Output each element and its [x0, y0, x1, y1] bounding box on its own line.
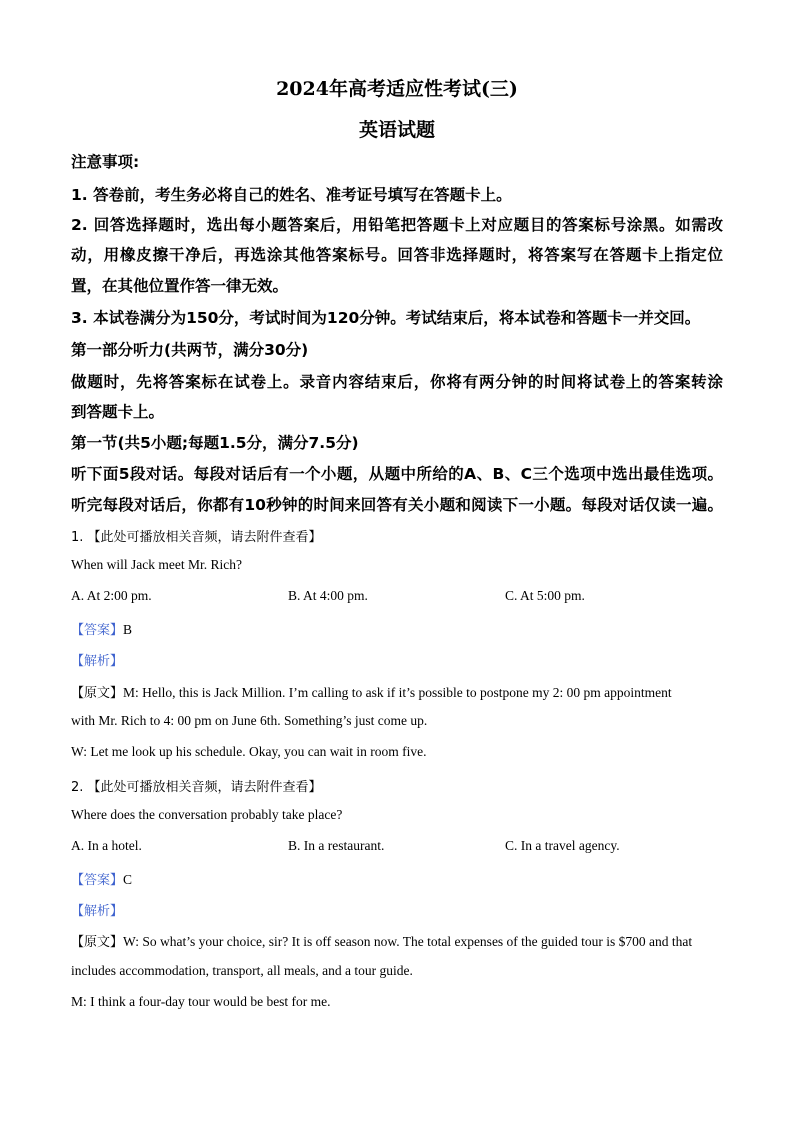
question-1-stem: When will Jack meet Mr. Rich?: [71, 557, 242, 572]
answer-tag: 【答案】: [71, 873, 124, 888]
part1-heading: 第一部分听力(共两节，满分30分): [71, 341, 309, 359]
transcript-tag: 【原文】: [71, 935, 124, 950]
question-2-option-a: A. In a hotel.: [71, 838, 142, 853]
answer-value: B: [123, 622, 133, 637]
question-2-stem: Where does the conversation probably take place?: [71, 807, 343, 822]
question-1-option-c: C. At 5:00 pm.: [505, 588, 585, 603]
question-1-analysis: [71, 650, 123, 669]
question-2-answer: [71, 869, 132, 888]
question-2-option-b: B. In a restaurant.: [288, 838, 385, 853]
transcript-tag: 【原文】: [71, 686, 124, 701]
exam-title: 2024年高考适应性考试(三): [276, 78, 518, 100]
answer-value: C: [123, 872, 133, 887]
section1-heading: 第一节(共5小题;每题1.5分，满分7.5分): [71, 434, 359, 452]
question-1-header: [71, 526, 322, 545]
answer-tag: 【答案】: [71, 623, 124, 638]
audio-note: 【此处可播放相关音频，请去附件查看】: [87, 530, 322, 545]
audio-note: 【此处可播放相关音频，请去附件查看】: [87, 780, 322, 795]
part1-intro-line-1: 做题时，先将答案标在试卷上。录音内容结束后，你将有两分钟的时间将试卷上的答案转涂: [71, 373, 723, 391]
notice-item-2-line-1: 2. 回答选择题时，选出每小题答案后，用铅笔把答题卡上对应题目的答案标号涂黑。如需改: [71, 216, 723, 234]
notice-item-3: 3. 本试卷满分为150分，考试时间为120分钟。考试结束后，将本试卷和答题卡一并交回。: [71, 309, 701, 327]
notice-item-2-line-2: 动，用橡皮擦干净后，再选涂其他答案标号。回答非选择题时，将答案写在答题卡上指定位: [71, 246, 723, 264]
question-1-option-a: A. At 2:00 pm.: [71, 588, 152, 603]
section1-instructions-line-2: 听完每段对话后，你都有10秒钟的时间来回答有关小题和阅读下一小题。每段对话仅读一遍。: [71, 496, 723, 514]
question-1-transcript-line-3: W: Let me look up his schedule. Okay, you can wait in room five.: [71, 744, 427, 759]
section1-instructions-line-1: 听下面5段对话。每段对话后有一个小题，从题中所给的A、B、C三个选项中选出最佳选项。: [71, 465, 723, 483]
question-number: 1.: [71, 530, 84, 545]
question-2-header: [71, 776, 322, 795]
question-1-answer: [71, 619, 132, 638]
question-2-transcript-line-3: M: I think a four-day tour would be best for me.: [71, 994, 331, 1009]
question-1-transcript-line-1: [71, 682, 672, 701]
question-number: 2.: [71, 780, 84, 795]
question-1-transcript-line-2: with Mr. Rich to 4: 00 pm on June 6th. Something’s just come up.: [71, 713, 428, 728]
notice-heading: 注意事项:: [71, 153, 140, 171]
question-2-transcript-line-2: includes accommodation, transport, all meals, and a tour guide.: [71, 963, 413, 978]
question-2-option-c: C. In a travel agency.: [505, 838, 620, 853]
notice-item-1: 1. 答卷前，考生务必将自己的姓名、准考证号填写在答题卡上。: [71, 186, 512, 204]
transcript-text: W: So what’s your choice, sir? It is off season now. The total expenses of the guided tour is $700 and that: [123, 934, 693, 949]
notice-item-2-line-3: 置，在其他位置作答一律无效。: [71, 277, 289, 295]
part1-intro-line-2: 到答题卡上。: [71, 403, 165, 421]
question-1-option-b: B. At 4:00 pm.: [288, 588, 368, 603]
analysis-tag: 【解析】: [71, 904, 124, 919]
exam-subtitle: 英语试题: [358, 119, 435, 141]
question-2-analysis: [71, 900, 123, 919]
transcript-text: M: Hello, this is Jack Million. I’m calling to ask if it’s possible to postpone my 2: 00 pm appointment: [123, 685, 672, 700]
analysis-tag: 【解析】: [71, 654, 124, 669]
question-2-transcript-line-1: [71, 931, 692, 950]
